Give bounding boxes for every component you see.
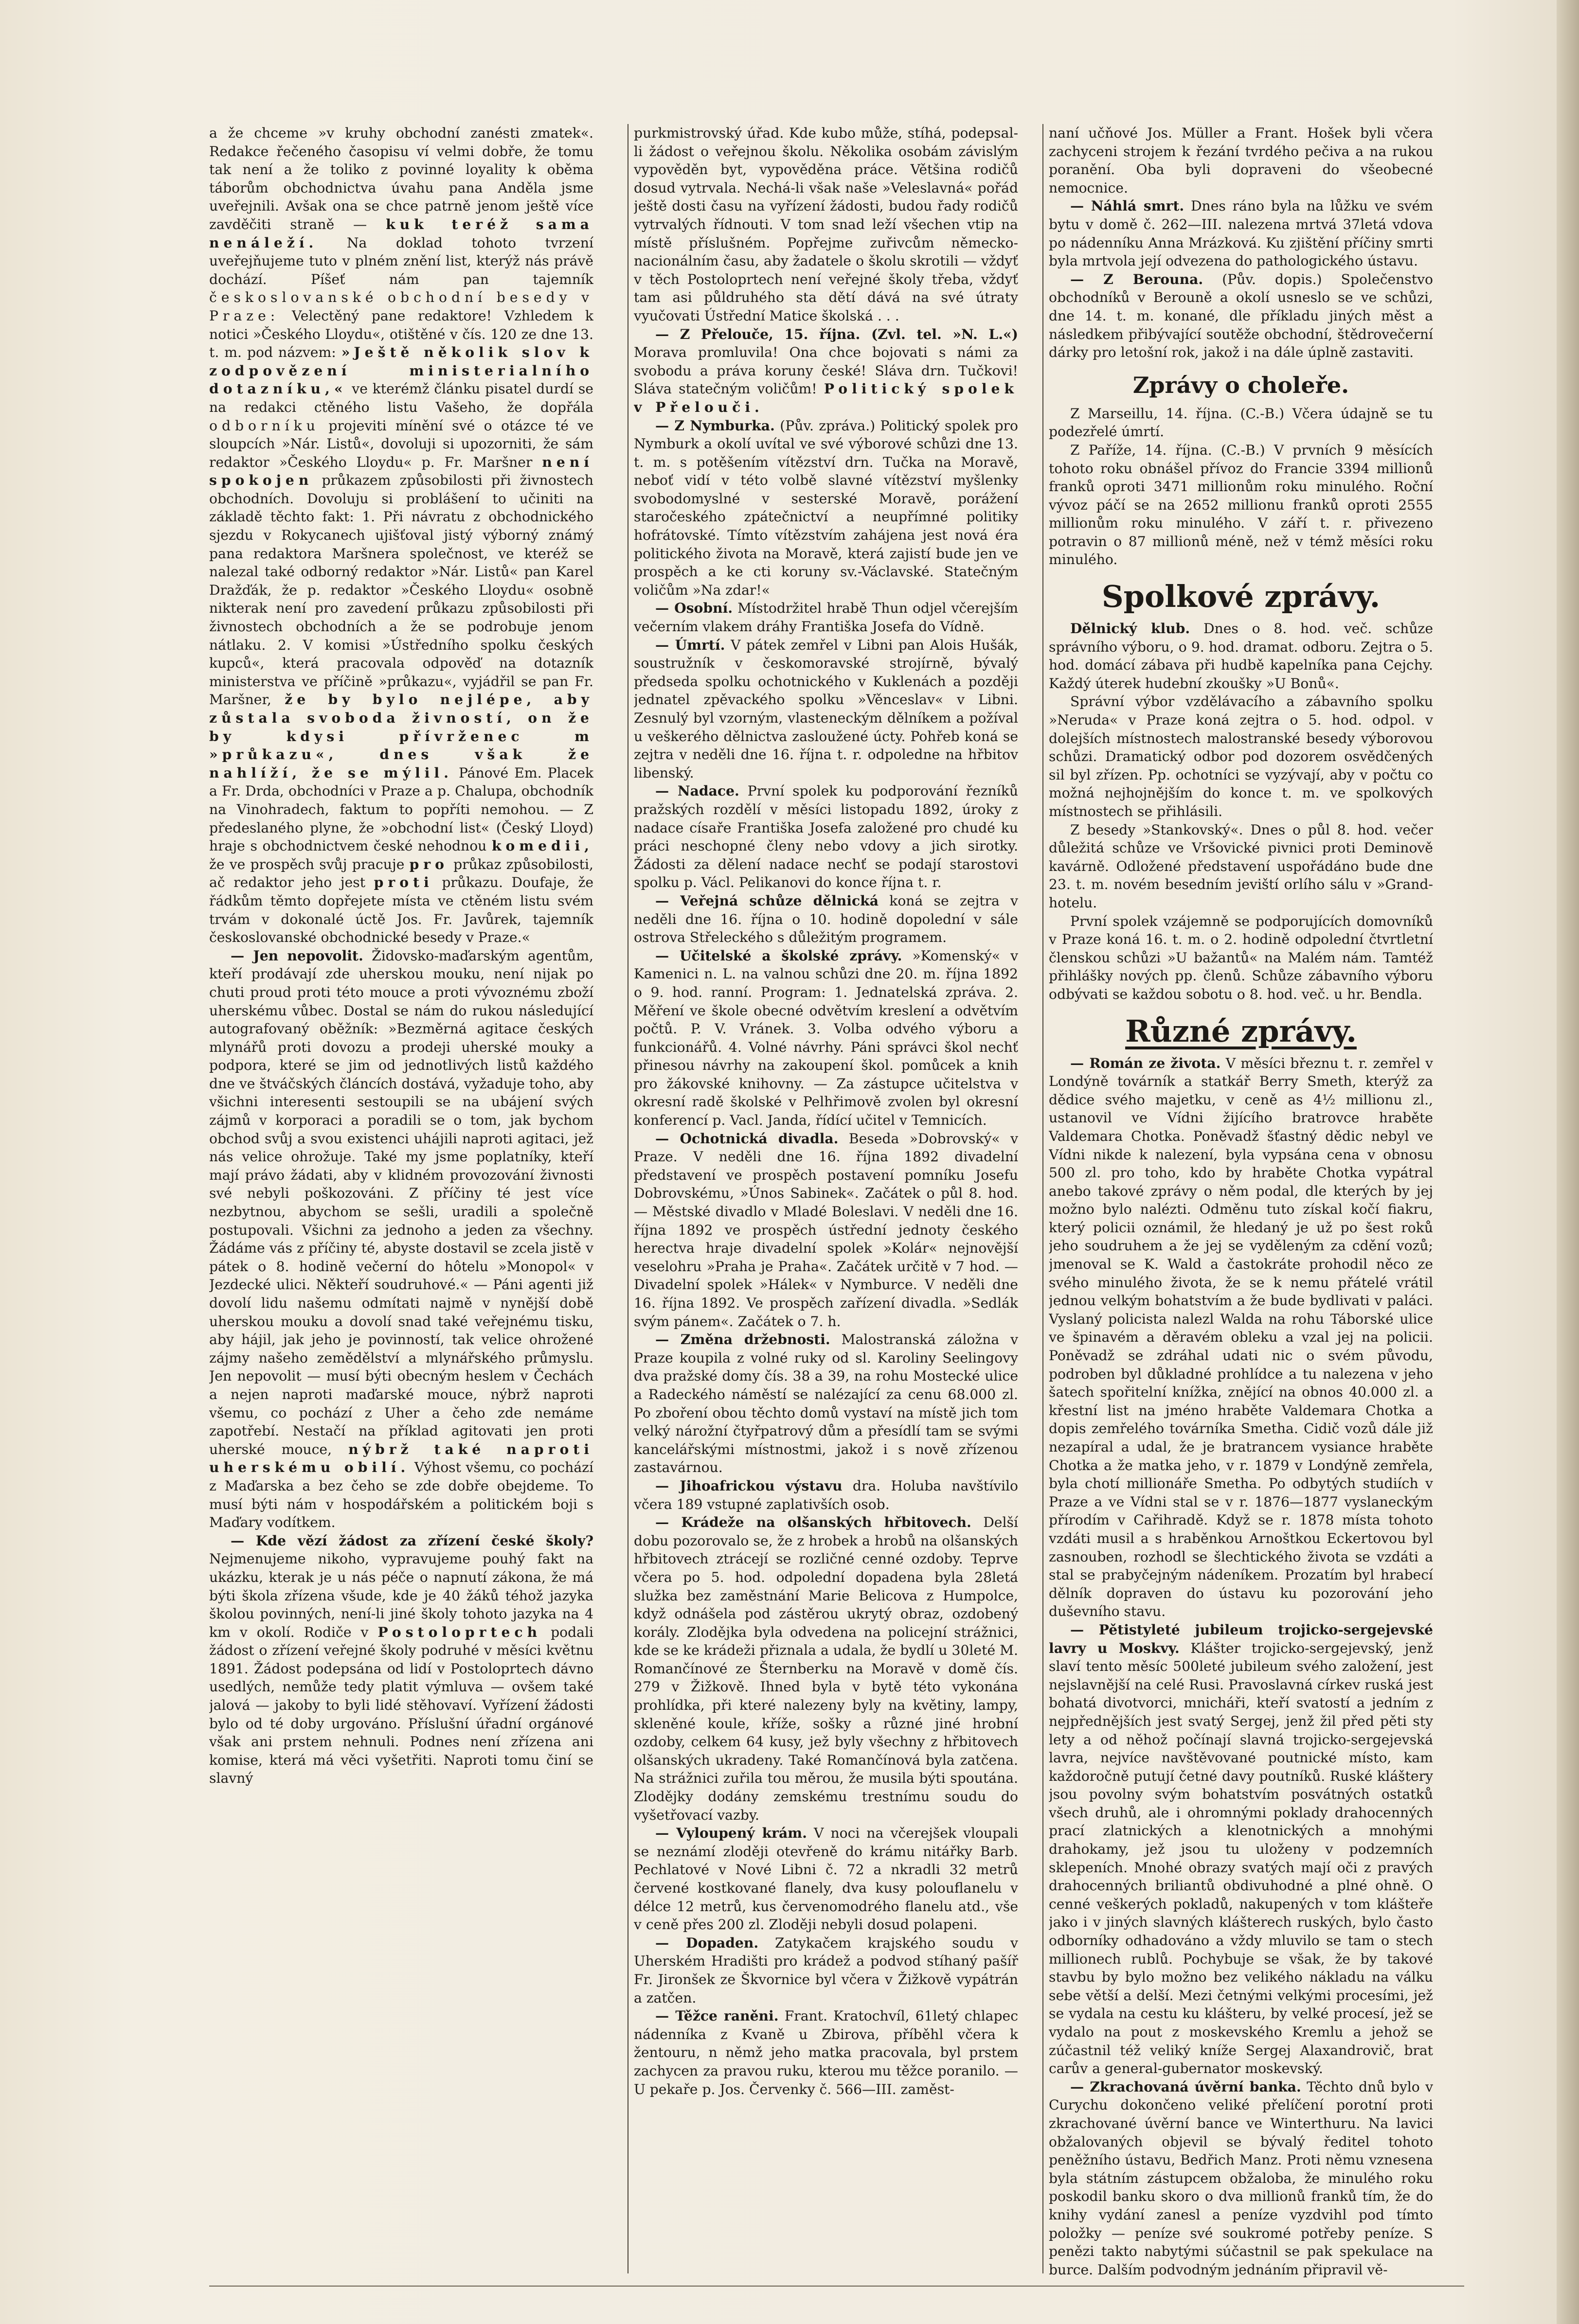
article-z-nymburka: — Z Nymburka. (Pův. zpráva.) Politický spolek pro Nymburk a okolí uvítal ve své výborové schůzi dne 13. t. m. s potěšením vítězství drn. Tučka na Moravě, neboť vidí v této volbě slavné vítězství myšlenky svobodomyslné v sesterské Moravě, porážení staročeského zpátečnictví a neupřímné politiky hofrátovské. Tímto vítězstvím zahájena jest nová éra politického života na Moravě, která zajistí bude jen ve prospěch a ke cti koruny sv.-Václavské. Statečným voličům »Na zdar!« bbox=[634, 417, 1018, 598]
news-z-berouna: — Z Berouna. (Pův. dopis.) Společenstvo obchodníků v Berouně a okolí usneslo se ve schůzi, dne 14. t. m. konané, dle příkladu jiných měst a následkem přibývající soutěže obchodní, štědrovečerní dárky pro letošní rok, jakož i na dále úplně zastaviti. bbox=[1049, 271, 1433, 361]
cholera-pariz: Z Paříže, 14. října. (C.-B.) V prvních 9 měsících tohoto roku obnášel přívoz do Francie 3394 millionů franků oproti 3471 millionům roku minulého. Roční vývoz páčí se na 2652 millionu franků oproti 2555 millionům roku minulého. V září t. r. přivezeno potravin o 87 millionů méně, než v témž měsíci roku minulého. bbox=[1049, 442, 1433, 568]
column-rule-2 bbox=[1042, 124, 1043, 2273]
cholera-marseille: Z Marseillu, 14. října. (C.-B.) Včera údajně se tu podezřelé úmrtí. bbox=[1049, 405, 1433, 440]
ruzne-roman-ze-zivota: — Román ze života. V měsíci březnu t. r. zemřel v Londýně továrník a statkář Berry Smeth, kterýž za dědice svého majetku, v ceně as 4½ millionu zl., ustanovil ve Vídni žijícího bratrovce hraběte Valdemara Chotka. Poněvadž šťastný dědic nebyl ve Vídni nikde k nalezení, byla vypsána cena v obnosu 500 zl. pro toho, kdo by hraběte Chotka vypátral anebo takové zprávy o něm podal, dle kterých by jej možno bylo nalézti. Odměnu tuto získal kočí fiakru, který policii oznámil, že hledaný je už po šest roků jeho soudruhem a že jej se vyděleným za cdění vozů; jmenoval se K. Wald a častokráte prohodil něco ze svého minulého života, že se k nemu přátelé vrátil jednou velkým bohatstvím a že bude bydlivati v paláci. Vyslaný policista nalezl Walda na rohu Táborské ulice ve špinavém a děravém obleku a vzal jej na policii. Poněvadž se zdráhal udati nic o svém původu, podroben byl důkladné prohlídce a tu nalezena v jeho šatech spořitelní knížka, znějící na obnos 40.000 zl. a křestní list na jméno hraběte Valdemara Chotka a dopis zemřelého továrníka Smetha. Cidič vozů dále již nezapíral a udal, že je bratrancem vysiance hraběte Chotka a že matka jeho, v r. 1879 v Londýně zemřela, byla chotí millionáře Smetha. Po odbytých studiích v Praze a ve Vídni stal se v r. 1876—1877 vyslaneckým přírodím v Cařihradě. Když se r. 1878 místa tohoto vzdáti musil a s hraběnkou Arnoštkou Eckertovou byl zasnouben, rozhodl se šlechtického života se vzdáti a stal se prabyčejným nádeníkem. Prozatím byl hrabecí dělník dopraven do ústavu ku pozorování jeho duševního stavu. bbox=[1049, 1055, 1433, 1620]
news-ochotnicka-divadla: — Ochotnická divadla. Beseda »Dobrovský« v Praze. V neděli dne 16. října 1892 divadelní představení ve prospěch postavení pomníku Josefu Dobrovskému, »Únos Sabinek«. Začátek o půl 8. hod. — Městské divadlo v Mladé Boleslavi. V neděli dne 16. října 1892 ve prospěch ústřední jednoty českého herectva hraje divadelní spolek »Kolár« nejnovější veselohru »Praha je Praha«. Začátek určitě v 7 hod. — Divadelní spolek »Hálek« v Nymburce. V neděli dne 16. října 1892. Ve prospěch zařízení divadla. »Sedlák svým pánem«. Začátek o 7. h. bbox=[634, 1130, 1018, 1330]
section-heading-ruzne: Různé zprávy. bbox=[1125, 1013, 1357, 1049]
news-nahla-smrt: — Náhlá smrt. Dnes ráno byla na lůžku ve svém bytu v domě č. 262—III. nalezena mrtvá 37letá vdova po nádenníku Anna Mrázková. Ku zjištění příčiny smrti byla mrtvola její odvezena do pathologického ústavu. bbox=[1049, 198, 1433, 269]
news-umrti: — Úmrtí. V pátek zemřel v Libni pan Alois Hušák, soustružník v českomoravské strojírně, bývalý předseda spolku ochotnického v Kuklenách a později jednatel zpěvackého spolku »Věnceslav« v Libni. Zesnulý byl vzorným, vlasteneckým dělníkem a požíval u veškerého dělnictva zasloužené úcty. Pohřeb koná se zejtra v neděli dne 16. října t. r. odpoledne na hřbitov libenský. bbox=[634, 637, 1018, 781]
news-zmena-drzebnosti: — Změna držebnosti. Malostranská záložna v Praze koupila z volné ruky od sl. Karoliny Seelingovy dva pražské domy čís. 38 a 39, na rohu Mostecké ulice a Radeckého náměstí se nalézající za cenu 68.000 zl. Po zboření obou těchto domů vystaví na místě jich tom velký nárožní čtyřpatrový dům a přesídlí tam se svými kancelářskými místnostmi, jakož i s nově zřízenou zastavárnou. bbox=[634, 1331, 1018, 1476]
spolek-neruda: Správní výbor vzdělávacího a zábavního spolku »Neruda« v Praze koná zejtra o 5. hod. odpol. v dolejších místnostech malostranské besedy výborovou schůzi. Dramatický odbor pod dozorem osvědčených sil byl zřízen. Pp. ochotníci se vyzývají, aby v počtu co možná nejhojnějším do konce t. m. ve spolkových místnostech se přihlásili. bbox=[1049, 693, 1433, 819]
spolek-delnicky-klub: Dělnický klub. Dnes o 8. hod. več. schůze správního výboru, o 9. hod. dramat. odboru. Zejtra o 5. hod. domácí zábava při hudbě kapelníka pana Cejchy. Každý úterek hudební zkoušky »U Bonů«. bbox=[1049, 621, 1433, 692]
news-verejna-schuze: — Veřejná schůze dělnická koná se zejtra v neděli dne 16. října o 10. hodině dopolední v sále ostrova Střeleckého s důležitým programem. bbox=[634, 892, 1018, 946]
ruzne-jubileum-lavry: — Pětistyleté jubileum trojicko-sergejevské lavry u Moskvy. Klášter trojicko-sergejevský, jenž slaví tento měsíc 500leté jubileum svého založení, jest nejslavnější na celé Rusi. Pravoslavná církev ruská jest bohatá divotvorci, mnicháři, kteří svatostí a jedním z nejpřednějších jest svatý Sergej, jenž žil před pěti sty lety a od něhož počínají slavná trojicko-sergejevská lavra, nejvíce navštěvované poutnické místo, kam každoročně putují četné davy poutníků. Ruské kláštery jsou povolny svým bohatstvím posvátných ostatků všech druhů, ale i ohromnými poklady drahocenných prací zlatnických a klenotnických a mnohými drahokamy, jež jsou tu uloženy v podzemních sklepeních. Mnohé obrazy svatých mají oči z pravých drahocenných briliantů obdivuhodné a plné ohně. O cenné veškerých pokladů, nakupených v tom klášteře jako i v jiných slavných klášterech ruských, bylo často odborníky odhadováno a vždy mluvilo se tam o stech millionech rublů. Pochybuje se však, že by takové stavbu by bylo možno bez velikého nákladu na válku sebe větší a delší. Mezi četnými velkými procesími, jež se vydala na cestu ku klášteru, by velké procesí, jež se vydalo na pout z moskevského Kremlu a jehož se zúčastnil též veliký kníže Sergej Alaxandrovič, brat carův a general-gubernator moskevský. bbox=[1049, 1621, 1433, 2077]
news-vyloupeny-kram: — Vyloupený krám. V noci na včerejšek vloupali se neznámí zloději otevřeně do krámu nitářky Barb. Pechlatové v Nové Libni č. 72 a nkradli 32 metrů červené kostkované flanely, dva kusy polouflanelu v délce 12 metrů, kus červenomodrého flanelu atd., vše v ceně přes 200 zl. Zloději nebyli dosud polapeni. bbox=[634, 1825, 1018, 1933]
news-nadace: — Nadace. První spolek ku podporování řezníků pražských rozdělí v měsíci listopadu 1892, úroky z nadace císaře Františka Josefa založené pro chudé ku práci neschopné členy nebo vdovy a jich sirotky. Žádosti za dělení nadace nechť se podají starostovi spolku p. Václ. Pelikanovi do konce října t. r. bbox=[634, 783, 1018, 891]
news-osobni: — Osobní. Místodržitel hrabě Thun odjel včerejším večerním vlakem dráhy Františka Josefa do Vídně. bbox=[634, 600, 1018, 635]
column-3 bbox=[1049, 124, 1433, 2278]
news-dopaden: — Dopaden. Zatykačem krajského soudu v Uherském Hradišti pro krádež a podvod stíhaný pašíř Fr. Jironšek ze Škvornice byl včera v Žižkově vypátrán a zatčen. bbox=[634, 1934, 1018, 2006]
section-heading-cholera: Zprávy o choleře. bbox=[1132, 372, 1349, 398]
news-kradeze: — Krádeže na olšanských hřbitovech. Delší dobu pozorovalo se, že z hrobek a hrobů na olšanských hřbitovech ztrácejí se rozličné cenné ozdoby. Teprve včera po 5. hod. odpolední dopadena byla 28letá služka bez zaměstnání Marie Belicova z Humpolce, když odnášela pod zástěrou ukrytý obraz, ozdobený korály. Zlodějka byla odvedena na policejní strážnici, kde se ke krádeži přiznala a udala, že bydlí u 30leté M. Romančínové ze Šternberku na Moravě v domě čís. 279 v Žižkově. Ihned byla v bytě této vykonána prohlídka, při které nalezeny byly na květiny, lampy, skleněné koule, kříže, sošky a různé jiné hrobní ozdoby, celkem 64 kusy, jež byly všechny z hřbitovech olšanských ukradeny. Také Romančínová byla zatčena. Na strážnici zuřila tou měrou, že musila býti spoutána. Zlodějky dodány zemskému trestnímu soudu do vyšetřovací vazby. bbox=[634, 1514, 1018, 1823]
bottom-rule bbox=[209, 2286, 1464, 2287]
news-raneni-cont: naní učňové Jos. Müller a Frant. Hošek byli včera zachyceni strojem k řezání tvrdého pečiva a na rukou poranění. Oba byli dopraveni do všeobecné nemocnice. bbox=[1049, 125, 1433, 196]
article-jen-nepovolit: — Jen nepovolit. Židovsko-maďarským agentům, kteří prodávají zde uherskou mouku, není nijak po chuti proud proti této mouce a proti vývoznému zboží uherskému vůbec. Dostal se nám do rukou následující autografovaný oběžník: »Bezměrná agitace českých mlynářů proti dovozu a prodeji uherské mouky a podpora, které se jim od jednotlivých listů každého dne ve štváčských článcích dostává, vyžaduje toho, aby všichni interesenti sestoupili se na ubájení svých zájmů v korporaci a poradili se o tom, jak bychom obchod svůj a svou existenci uhájili naproti agitaci, jež nás velice ohrožuje. Také my jsme poplatníky, kteří mají právo žádati, aby v klidném provozování živnosti své nebyli poškozováni. Z příčiny té jest více nezbytnou, abychom se sešli, uradili a společně postupovali. Všichni za jednoho a jeden za všechny. Žádáme vás z příčiny té, abyste dostavil se zcela jistě v pátek o 8. hodině večerní do hôtelu »Monopol« v Jezdecké ulici. Někteří soudruhové.« — Páni agenti již dovolí lidu našemu odmítati najmě v nynější době uherskou mouku a dovolí snad také veřejnému tisku, aby hájil, jak jeho je povinností, tak velice ohrožené zájmy našeho zemědělství a mlynářského průmyslu. Jen nepovolit — musí býti obecným heslem v Čechách a nejen naproti maďarské mouce, nýbrž naproti všemu, co pochází z Uher a čeho zde nemáme zapotřebí. Nestačí na příklad agitovati jen proti uherské mouce, nýbrž také naproti uherskému obilí. Výhost všemu, co pochází z Maďarska a bez čeho se zde dobře obejdeme. To musí býti nám v hospodářském a politickém boji s Maďary vodítkem. bbox=[209, 947, 593, 1531]
ruzne-zkrachovana-banka: — Zkrachovaná úvěrní banka. Těchto dnů bylo v Curychu dokončeno veliké přelíčení porotní proti zkrachované úvěrní bance ve Winterthuru. Na lavici obžalovaných objevil se bývalý ředitel tohoto peněžního ústavu, Bedřich Manz. Proti němu vznesena byla státním zástupcem obžaloba, že minulého roku poskodil banku skoro o dva millionů franků tím, že do knihy vydání zanesl a peníze vyzdvihl pod tímto položky — peníze své soukromé potřeby peníze. S penězi takto nabytými súčastnil se pak spekulace na burce. Dalším podvodným jednáním připravil vě- bbox=[1049, 2078, 1433, 2278]
spolek-domovniku: První spolek vzájemně se podporujících domovníků v Praze koná 16. t. m. o 2. hodině odpolední čtvrtletní členskou schůzi »U bažantů« na Malém nám. Tamtéž přihlášky nových pp. členů. Schůze zábavního výboru odbývati se každou sobotu o 8. hod. več. u hr. Bendla. bbox=[1049, 913, 1433, 1002]
section-heading-spolkove: Spolkové zprávy. bbox=[1101, 579, 1381, 615]
article-continuation: a že chceme »v kruhy obchodní zanésti zmatek«. Redakce řečeného časopisu ví velmi dobře, že tomu tak není a že toliko z povinné loyality k oběma táborům obchodnictva úvahu pana Anděla jsme uveřejnili. Avšak ona se chce patrně jenom ještě více zavděčiti straně — kuk teréž sama nenáleží. Na doklad tohoto tvrzení uveřejňujeme tuto v plném znění list, kterýž nás právě dochází. Píšeť nám pan tajemník českoslovanské obchodní besedy v Praze: Velectěný pane redaktore! Vzhledem k notici »Českého Lloydu«, otištěné v čís. 120 ze dne 13. t. m. pod názvem: »Ještě několik slov k zodpovězení ministerialního dotazníku,« ve kterémž článku pisatel durdí se na redakci ctěného listu Vašeho, že dopřála odborníku projeviti mínění své o otázce té ve sloupcích »Nár. Listů«, dovoluji si upozorniti, že sám redaktor »Českého Lloydu« p. Fr. Maršner není spokojen průkazem způsobilosti při živnostech obchodních. Dovoluju si problášení to učiniti na základě těchto fakt: 1. Při návratu z obchodnického sjezdu v Rokycanech ujišťoval jistý výborný známý pana redaktora Maršnera společnost, ve kteréž se nalezal také odborný redaktor »Nár. Listů« pan Karel Dražďák, že p. redaktor »Českého Lloydu« osobně nikterak není pro zavedení průkazu způsobilosti při živnostech obchodních a že se podrobuje jenom nátlaku. 2. V komisi »Ústředního spolku českých kupců«, která pracovala odpověď na dotazník ministerstva ve příčině »průkazu«, vyjádřil se pan Fr. Maršner, že by bylo nejlépe, aby zůstala svoboda živností, on že by kdysi přívrženec m »průkazu«, dnes však že nahlíží, že se mýlil. Pánové Em. Placek a Fr. Drda, obchodníci v Praze a p. Chalupa, obchodník na Vinohradech, faktum to popříti nemohou. — Z předeslaného plyne, že »obchodní list« (Český Lloyd) hraje s obchodnictvem české nehodnou komedii, že ve prospěch svůj pracuje pro průkaz způsobilosti, ač redaktor jeho jest proti průkazu. Doufaje, že řádkům těmto dopřejete místa ve ctěném listu svém trvám v dokonalé úctě Jos. Fr. Javůrek, tajemník českoslovanské obchodnické besedy v Praze.« bbox=[209, 125, 593, 946]
spolek-stankovsky: Z besedy »Stankovský«. Dnes o půl 8. hod. večer důležitá schůze ve Vršovické pivnici proti Deminově kavárně. Odložené představení uspořádáno bude dne 23. t. m. novém besedním jeviští orlího sálu v »Grand-hotelu. bbox=[1049, 821, 1433, 911]
news-ucitelske-zpravy: — Učitelské a školské zprávy. »Komenský« v Kamenici n. L. na valnou schůzi dne 20. m. října 1892 o 9. hod. ranní. Program: 1. Jednatelská zpráva. 2. Měření ve škole obecné odvětvím kreslení a odvětvím počtů. P. V. Vránek. 3. Volba odvého výboru a funkcionářů. 4. Volné návrhy. Páni správci škol nechť přinesou návrhy na zakoupení škol. pomůcek a knih pro žákovské knihovny. — Za zástupce učitelstva v okresní radě školské v Pelhřimově zvolen byl okresní konferencí p. Vacl. Janda, řídící učitel v Temnicích. bbox=[634, 947, 1018, 1129]
column-1 bbox=[209, 124, 593, 2278]
news-jihoafricka-vystava: — Jihoafrickou výstavu dra. Holuba navštívilo včera 189 vstupné zaplativších osob. bbox=[634, 1477, 1018, 1512]
article-ceske-skoly: — Kde vězí žádost za zřízení české školy? Nejmenujeme nikoho, vypravujeme pouhý fakt na ukázku, kterak je u nás péče o napnutí zákona, že má býti škola zřízena všude, kde je 40 žáků téhož jazyka školou povinných, není-li jiné školy tohoto jazyka na 4 km v okolí. Rodiče v Postoloprtech podali žádost o zřízení veřejné školy podruhé v měsíci květnu 1891. Žádost podepsána od lidí v Postoloprtech dávno usedlých, nemůže tedy platit výmluva — ovšem také jalová — jakoby to byli lidé stěhovaví. Vyřízení žádosti bylo od té doby urgováno. Příslušní úřadní orgánové však ani prstem nehnuli. Podnes není zřízena ani komise, která má věci vyšetřiti. Naproti tomu činí se slavný bbox=[209, 1532, 593, 1787]
page-edge-shadow bbox=[1557, 0, 1579, 2324]
article-z-prelouce: — Z Přelouče, 15. října. (Zvl. tel. »N. L.«) Morava promluvila! Ona chce bojovati s námi za svobodu a práva koruny české! Sláva drn. Tučkovi! Sláva statečným voličům! Politický spolek v Přelouči. bbox=[634, 326, 1018, 415]
article-postoloprty-cont: purkmistrovský úřad. Kde kubo může, stíhá, podepsal-li žádost o veřejnou školu. Několika osobám závislým vypověděn byt, vypověděna práce. Většina rodičů dosud vytrvala. Nechá-li však naše »Veleslavná« pořád ještě dosti času na vyřízení žádosti, budou řady rodičů vytrvalých řídnouti. V tom snad leží všechen vtip na místě příslušném. Popřejme zuřivcům německo-nacionálním času, aby žadatele o školu skrotili — vždyť v těch Postoloprtech není veřejné školy třeba, vždyť tam asi půldruhého sta dětí dává na své útraty vyučovati Ústřední Matice školská . . . bbox=[634, 125, 1018, 324]
news-tezce-raneni: — Těžce raněni. Frant. Kratochvíl, 61letý chlapec nádenníka z Kvaně u Zbirova, příběhl včera k žentouru, n němž jeho matka pracovala, byl prstem zachycen za pravou ruku, kterou mu těžce poranilo. — U pekaře p. Jos. Červenky č. 566—III. zaměst- bbox=[634, 2008, 1018, 2097]
column-2 bbox=[634, 124, 1018, 2278]
